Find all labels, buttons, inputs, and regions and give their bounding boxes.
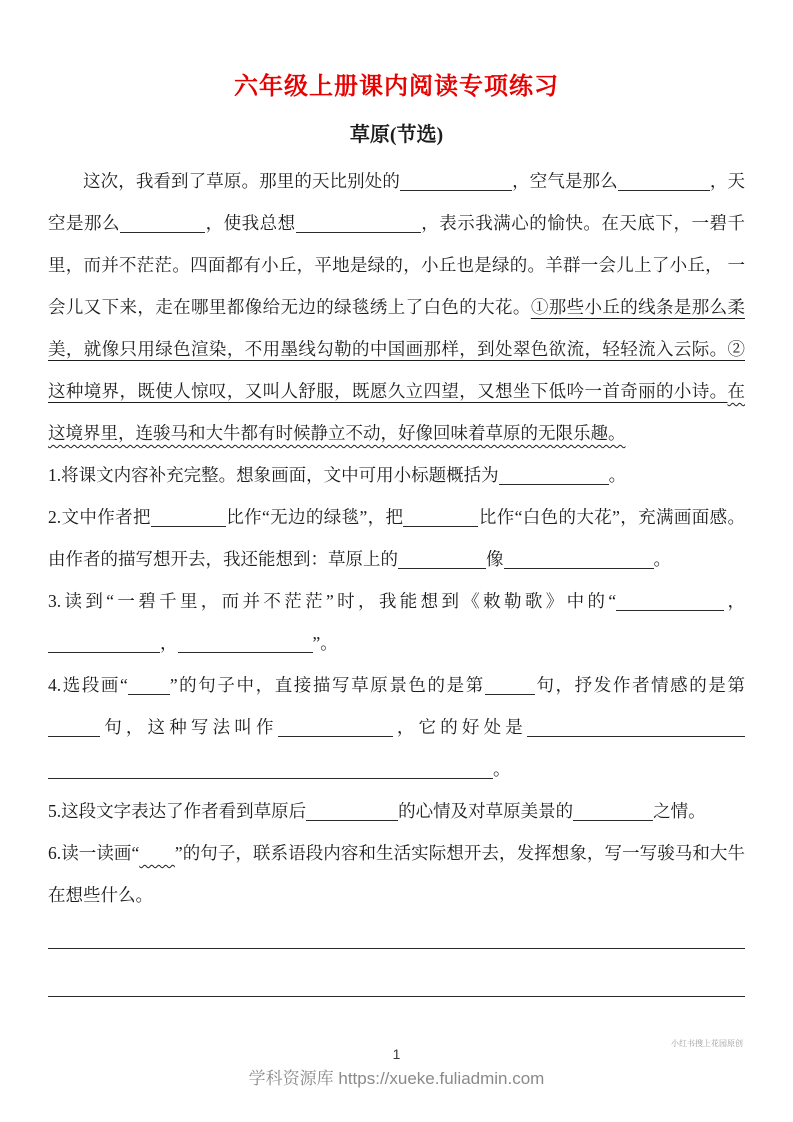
passage-text: 像 bbox=[486, 549, 504, 569]
passage-text: ，天空是那么 bbox=[48, 171, 746, 233]
fill-in-blank bbox=[48, 650, 160, 653]
fill-in-blank bbox=[151, 524, 226, 527]
passage-text: ， bbox=[160, 633, 178, 653]
page-title: 六年级上册课内阅读专项练习 bbox=[234, 73, 559, 100]
passage-text: 2.文中作者把 bbox=[48, 507, 151, 527]
reading-passage bbox=[48, 160, 745, 454]
fill-in-blank bbox=[403, 524, 478, 527]
passage-text: ， bbox=[724, 591, 745, 611]
fill-in-blank bbox=[400, 188, 512, 191]
passage-text: ，使我总想 bbox=[205, 213, 296, 233]
passage-text: 。 bbox=[653, 549, 671, 569]
question-2 bbox=[48, 496, 745, 580]
fill-in-blank bbox=[499, 482, 609, 485]
question-4 bbox=[48, 664, 745, 790]
passage-text: ，它的好处是 bbox=[392, 717, 527, 737]
passage-text: 之情。 bbox=[653, 801, 706, 821]
passage-text: 5.这段文字表达了作者看到草原后 bbox=[48, 801, 307, 821]
passage-text: 句，抒发作者情感的是第 bbox=[534, 675, 745, 695]
passage-text: 6.读一读画“ bbox=[48, 843, 140, 863]
passage-text: ，表示我满心的愉快。在天底下，一碧千里，而并不茫茫。四面都有小丘，平地是绿的，小丘也是绿的。羊群一会儿上了小丘， 一会儿又下来，走在哪里都像给无边的绿毯绣上了白色的大花。 bbox=[48, 213, 746, 317]
wavy-line-mark bbox=[139, 843, 175, 863]
passage-text: ”的句子，联系语段内容和生活实际想开去，发挥想象，写一写骏马和大牛在想些什么。 bbox=[48, 843, 745, 905]
passage-text: ，空气是那么 bbox=[512, 171, 618, 191]
answer-area bbox=[0, 928, 793, 997]
fill-in-blank bbox=[618, 188, 710, 191]
passage-text: 句，这种写法叫作 bbox=[100, 717, 278, 737]
passage-text: 比作“白色的大花”，充满画面感。由作者的描写想开去，我还能想到：草原上的 bbox=[48, 507, 745, 569]
fill-in-blank bbox=[616, 608, 724, 611]
question-5 bbox=[48, 790, 745, 832]
passage-text: 这次，我看到了草原。那里的天比别处的 bbox=[83, 171, 400, 191]
page-number: 1 bbox=[392, 1046, 401, 1062]
question-6 bbox=[48, 832, 745, 916]
wavy-underlined-sentence: 在这境界里，连骏马和大牛都有时候静立不动，好像回味着草原的无限乐趣。 bbox=[48, 381, 745, 443]
footer-source-link: 学科资源库 https://xueke.fuliadmin.com bbox=[248, 1069, 545, 1088]
question-3 bbox=[48, 580, 745, 664]
passage-text: 3.读到“一碧千里，而并不茫茫”时，我能想到《敕勒歌》中的“ bbox=[48, 591, 617, 611]
passage-text: ”。 bbox=[312, 633, 338, 653]
fill-in-blank bbox=[306, 818, 398, 821]
fill-in-blank bbox=[485, 692, 535, 695]
fill-in-blank bbox=[504, 566, 654, 569]
fill-in-blank bbox=[128, 692, 170, 695]
fill-in-blank bbox=[178, 650, 313, 653]
worksheet-body bbox=[0, 160, 793, 916]
passage-text: 。 bbox=[608, 465, 627, 485]
fill-in-blank bbox=[398, 566, 486, 569]
passage-text: ”的句子中，直接描写草原景色的是第 bbox=[169, 675, 485, 695]
watermark: 小红书搜上花园原创 bbox=[671, 1039, 743, 1048]
underlined-sentence: ①那些小丘的线条是那么柔美，就像只用绿色渲染，不用墨线勾勒的中国画那样，到处翠色欲流，轻轻流入云际。②这种境界，既使人惊叹，又叫人舒服，既愿久立四望，又想坐下低吟一首奇丽的小诗。 bbox=[48, 297, 746, 401]
answer-line bbox=[48, 928, 745, 949]
fill-in-blank bbox=[278, 734, 393, 737]
passage-text: 。 bbox=[493, 759, 511, 779]
answer-line bbox=[48, 949, 745, 997]
passage-text: 的心情及对草原美景的 bbox=[398, 801, 574, 821]
passage-text: 比作“无边的绿毯”，把 bbox=[225, 507, 404, 527]
fill-in-blank bbox=[48, 776, 493, 779]
fill-in-blank bbox=[573, 818, 653, 821]
fill-in-blank bbox=[296, 230, 421, 233]
fill-in-blank bbox=[48, 734, 100, 737]
passage-text: 4.选段画“ bbox=[48, 675, 128, 695]
fill-in-blank bbox=[527, 734, 745, 737]
passage-title: 草原(节选) bbox=[349, 124, 444, 146]
passage-text: 1.将课文内容补充完整。想象画面，文中可用小标题概括为 bbox=[48, 465, 499, 485]
question-1 bbox=[48, 454, 745, 496]
fill-in-blank bbox=[120, 230, 205, 233]
